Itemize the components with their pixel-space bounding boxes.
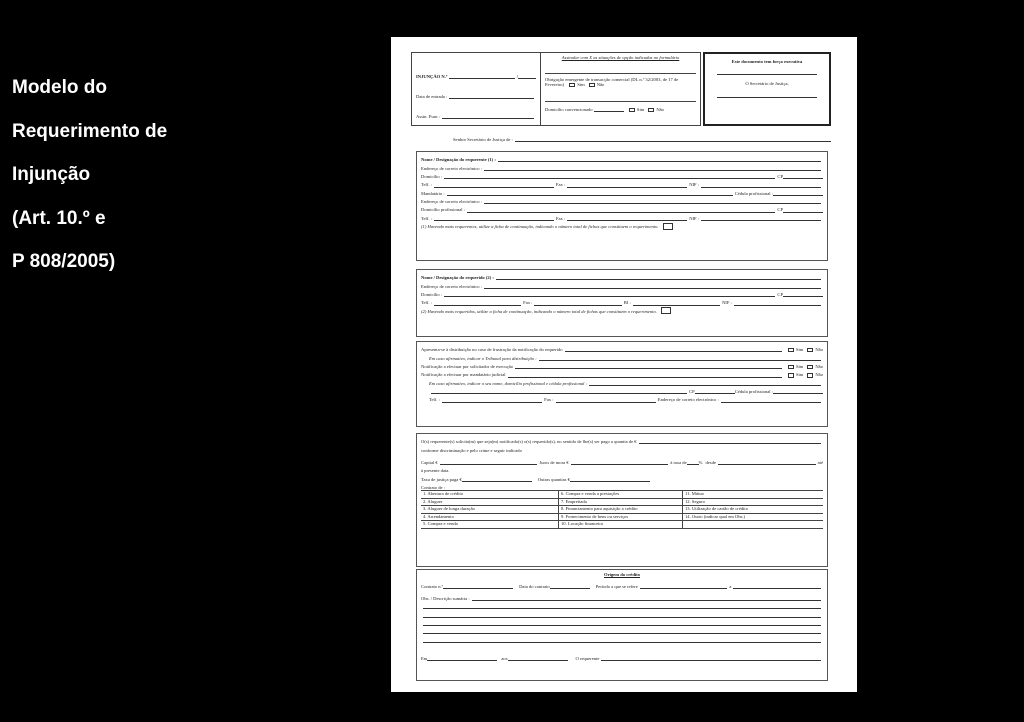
header-right-box: Este documento tem força executiva O Secretário de Justiça, <box>703 52 831 126</box>
header-middle-box: Assinalar com X as situações de opção indicadas no formulário Obrigação emergente de transacção comercial (DL n.º 32/2003, de 17 de Fevereiro) Sim Não Domicílio convencionado Sim Não <box>541 52 701 126</box>
caption-line-3: Injunção <box>12 164 91 185</box>
distribuicao-section: Apresenta-se à distribuição no caso de frustração da notificação do requerido Sim Não Em caso afirmativo, indicar o Tribunal para distribuição : Notificação a efectuar por solicitador de execução Sim Não Notificação a efectuar por mandatário judicial Sim Não Em caso afirmativo, indicar o seu nome, domicílio profissional e cédula profissional : CP Cédula profissional : Telf. : Fax : Endereço de correio electrónico : <box>416 341 828 427</box>
caption-line-5: P 808/2005) <box>12 251 116 272</box>
origem-section: Origem do crédito Contrato n.º Data do contrato Período a que se refere a Obs. / Descrição sumária : Em aos O requerente <box>416 569 828 681</box>
slide-caption <box>12 66 252 284</box>
header-left-box: INJUNÇÃO N.º / Data de entrada : Assin. Func : <box>411 52 541 126</box>
injunction-form-image <box>391 37 857 692</box>
form-header <box>411 52 831 126</box>
requerente-section: Nome / Designação do requerente (1) : Endereço de correio electrónico : Domicílio : CP Telf. : Fax : NIF : Mandatário : Cédula profissional : Endereço de correio electrónico : Domicílio profissional : CP Telf. : Fax : NIF : (1) Havendo mais requerentes, utilize a ficha de continuação, indicando o número total de fichas que constituem o requerimento. <box>416 151 828 261</box>
requerido-section: Nome / Designação do requerido (2) : Endereço de correio electrónico : Domicílio : CP Telf. : Fax : BI : NIF : (2) Havendo mais requeridos, utilize a ficha de continuação, indicando o número total de fichas que constituem o requerimento. <box>416 269 828 337</box>
caption-line-2: Requerimento de <box>12 120 168 142</box>
caption-line-4: (Art. 10.º e <box>12 207 106 229</box>
addressee-line: Senhor Secretário de Justiça de : <box>453 134 833 142</box>
pedido-section: O(s) requerente(s) solicita(m) que seja(m) notificado(s) o(s) requerido(s), no sentido de lhe(s) ser pago a quantia de € conforme discriminação e pelo crime e seguir indicado Capital € Juros de mora € à taxa de % desde até à presente data. Taxa de justiça paga € Outras quantias € Contrato de : 1. Abertura de crédito 6. Compra e venda a prestações 11. Mútuo 2. Aluguer 7. Empreitada 12. Seguro 3. Aluguer de longa duração 8. Financiamento para aquisição a crédito 13. Utilização de cartão de crédito 4. Arrendamento 9. Fornecimento de bens ou serviços 14. Outro (indicar qual em Obs.) 5. Compra e venda 10. Locação financeira <box>416 433 828 567</box>
caption-line-1: Modelo do <box>12 77 107 98</box>
contract-type-table: 1. Abertura de crédito 6. Compra e venda a prestações 11. Mútuo 2. Aluguer 7. Empreitada 12. Seguro 3. Aluguer de longa duração 8. Financiamento para aquisição a crédito 13. Utilização de cartão de crédito 4. Arrendamento 9. Fornecimento de bens ou serviços 14. Outro (indicar qual em Obs.) 5. Compra e venda 10. Locação financeira <box>421 490 823 529</box>
